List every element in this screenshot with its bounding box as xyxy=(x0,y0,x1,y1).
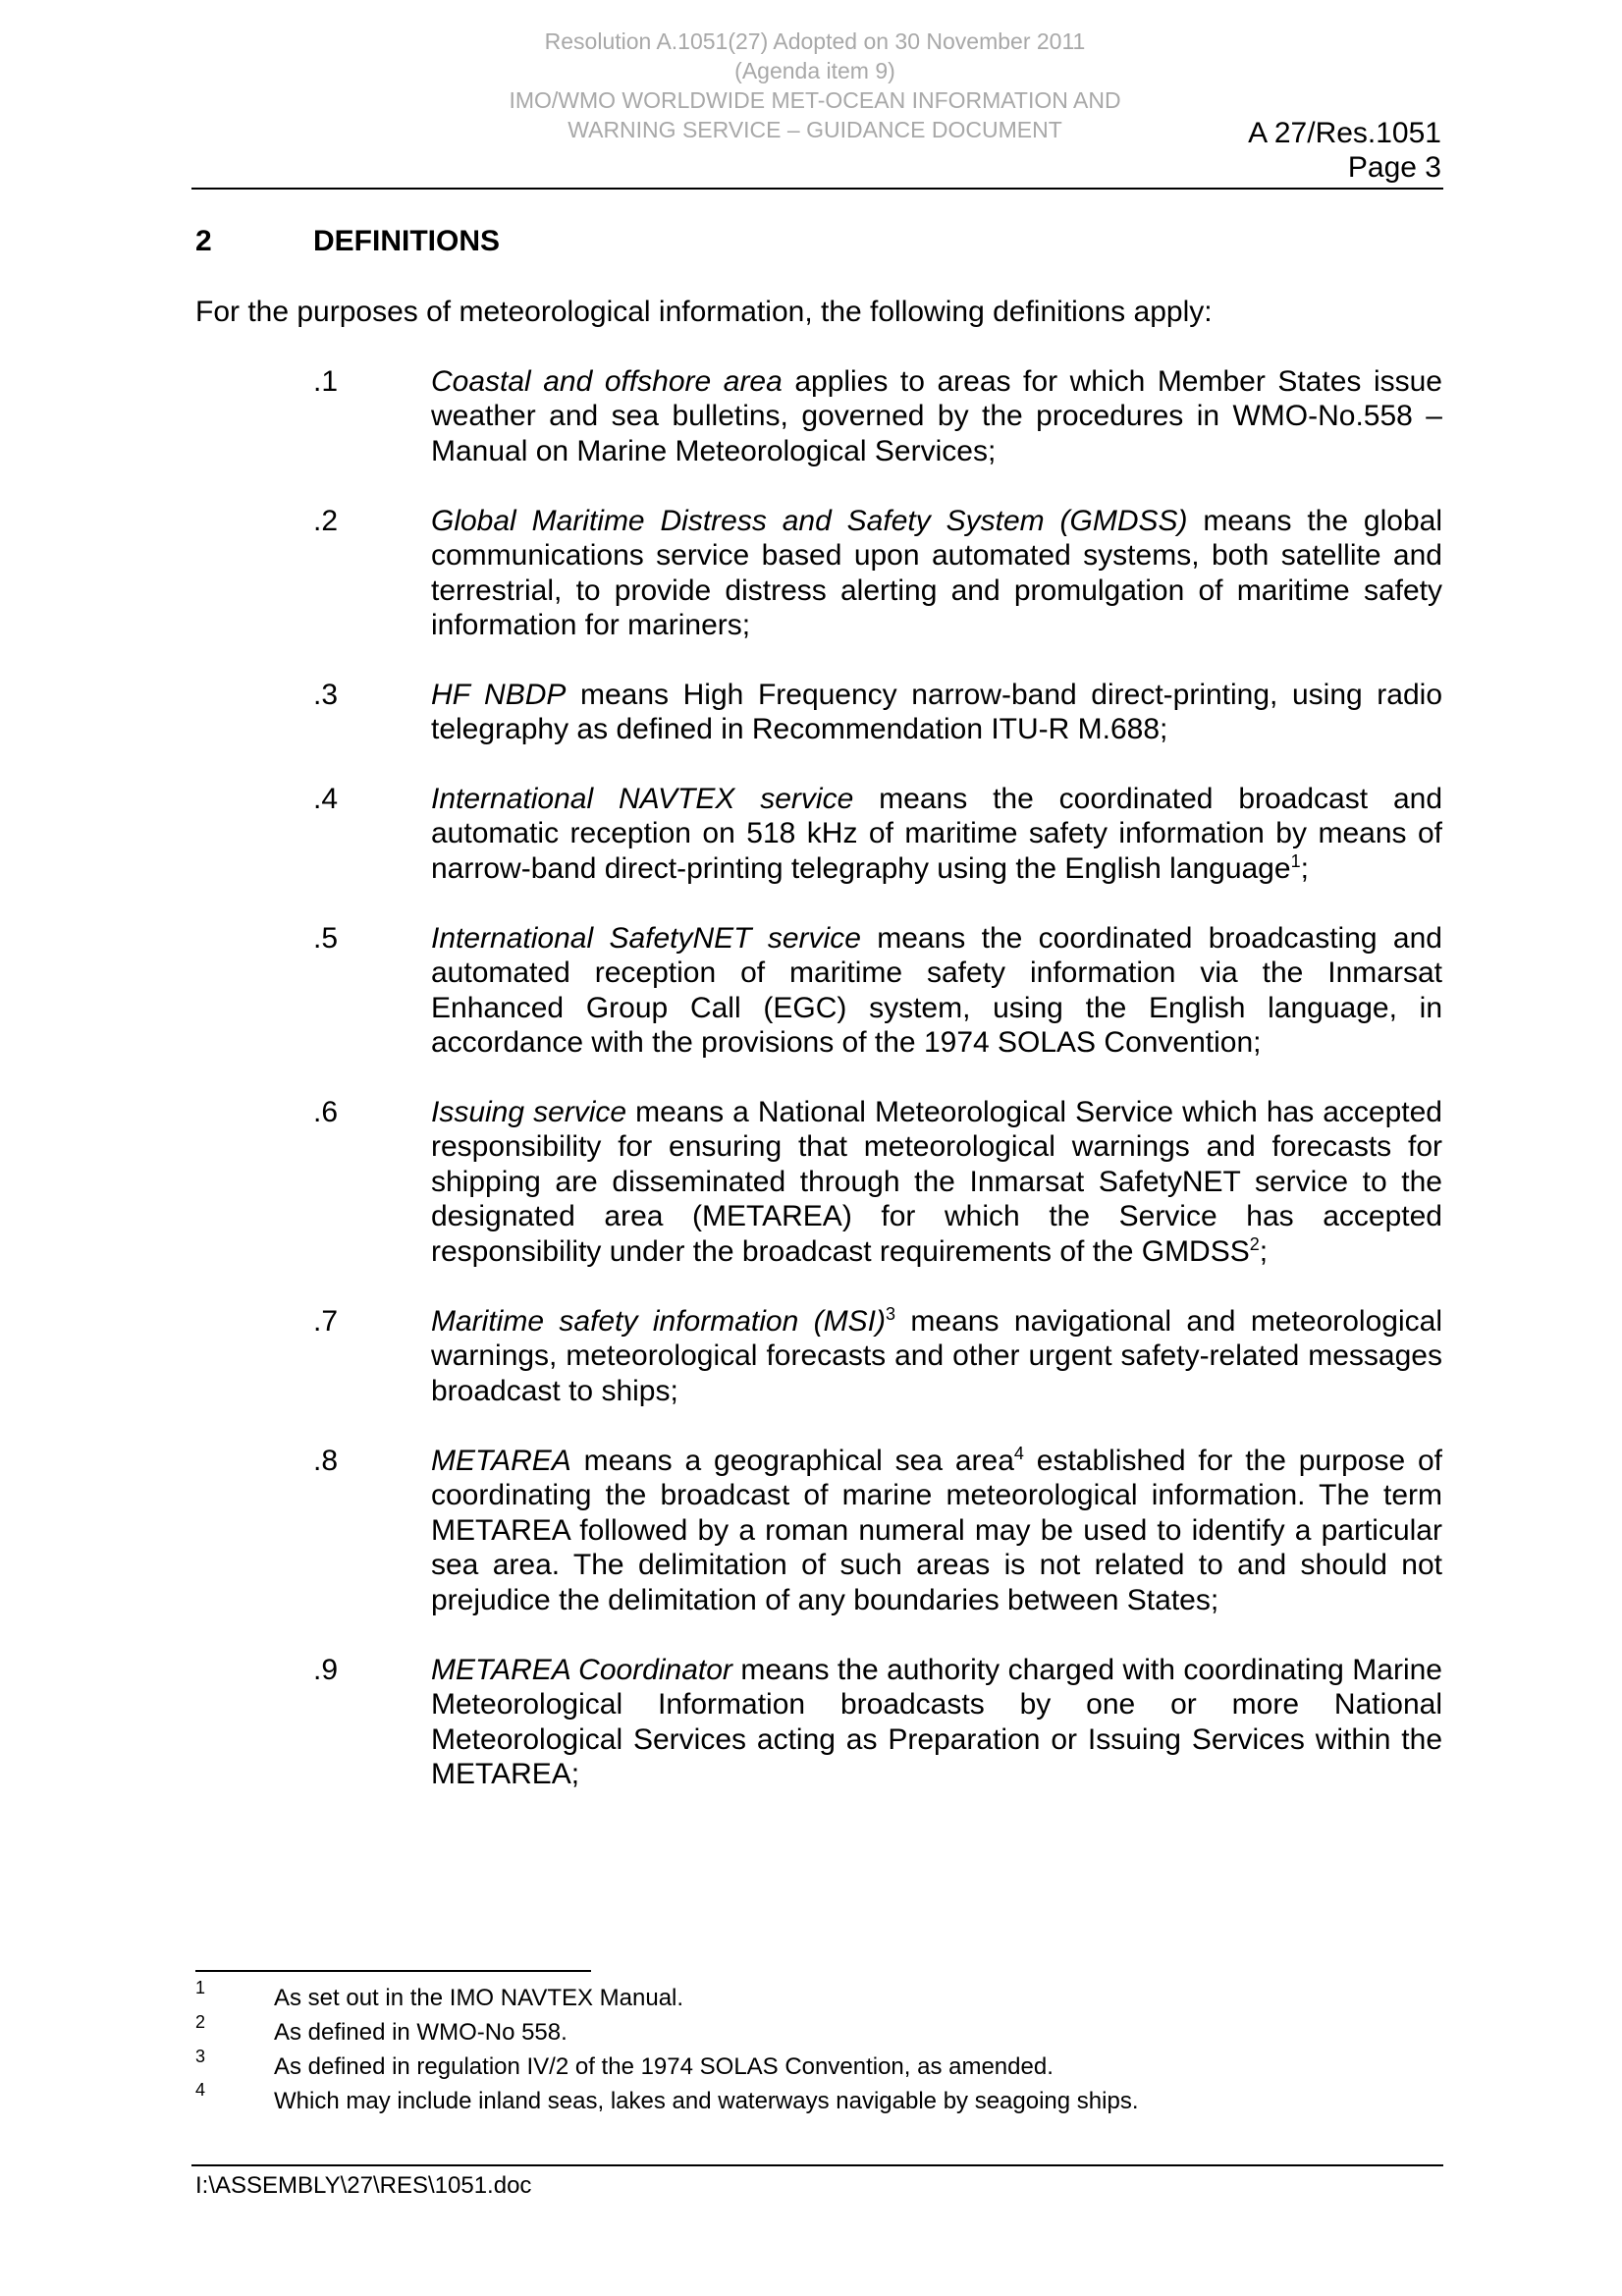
definition-tail: ; xyxy=(1259,1234,1269,1268)
definition-number: .9 xyxy=(313,1654,339,1686)
intro-paragraph: For the purposes of meteorological information, the following definitions apply: xyxy=(195,296,1213,328)
definition-term: Global Maritime Distress and Safety System (GMDSS) xyxy=(431,505,1188,537)
definition-item xyxy=(431,921,1442,1061)
footnote-ref: 4 xyxy=(1013,1444,1024,1463)
footnote-number: 1 xyxy=(195,1978,206,1997)
definition-number: .2 xyxy=(313,505,339,537)
footer-file-path: I:\ASSEMBLY\27\RES\1051.doc xyxy=(195,2172,532,2199)
definition-number: .1 xyxy=(313,365,339,398)
footnote-ref: 1 xyxy=(1290,850,1301,871)
header-doc-ref: A 27/Res.1051 xyxy=(1248,117,1441,149)
footnote-text: Which may include inland seas, lakes and waterways navigable by seagoing ships. xyxy=(274,2088,1139,2114)
footnote-number: 4 xyxy=(195,2080,206,2100)
definition-text: means the authority charged with coordinating Marine Meteorological Information broadcasts by one or more National Meteorological Services acting as Preparation or Issuing Services within the METAREA; xyxy=(431,1654,1442,1791)
definition-number: .3 xyxy=(313,679,339,711)
footnote-ref: 3 xyxy=(886,1304,896,1324)
definition-term: Maritime safety information (MSI) xyxy=(431,1305,886,1338)
definition-item xyxy=(431,1444,1442,1617)
footnote-text: As set out in the IMO NAVTEX Manual. xyxy=(274,1985,684,2011)
definition-text: means a National Meteorological Service which has accepted responsibility for ensuring that meteorological warnings and forecasts for shipping are disseminated through the Inmarsat SafetyNET service to the designated area (METAREA) for which the Service has accepted responsibility under the broadcast requirements of the GMDSS xyxy=(431,1096,1442,1268)
definition-term: International NAVTEX service xyxy=(431,783,854,815)
definition-number: .6 xyxy=(313,1096,339,1128)
definition-tail: ; xyxy=(1300,851,1309,885)
definition-text: means High Frequency narrow-band direct-printing, using radio telegraphy as defined in Recommendation ITU-R M.688; xyxy=(431,679,1442,746)
definition-number: .7 xyxy=(313,1305,339,1338)
definition-item xyxy=(431,782,1442,886)
definition-item xyxy=(431,1304,1442,1408)
definition-number: .8 xyxy=(313,1445,339,1477)
footnote-number: 2 xyxy=(195,2012,206,2032)
definition-number: .5 xyxy=(313,922,339,955)
definition-text: means the coordinated broadcasting and automated reception of maritime safety information via the Inmarsat Enhanced Group Call (EGC) system, using the English language, in accordance with the provisions of the 1974 SOLAS Convention; xyxy=(431,922,1442,1060)
footnote-text: As defined in regulation IV/2 of the 1974 SOLAS Convention, as amended. xyxy=(274,2053,1054,2080)
definition-text: applies to areas for which Member States issue weather and sea bulletins, governed by the procedures in WMO-No.558 – Manual on Marine Meteorological Services; xyxy=(431,365,1442,467)
section-number: 2 xyxy=(195,225,212,257)
definition-term: METAREA xyxy=(431,1445,571,1477)
definition-term: Issuing service xyxy=(431,1096,627,1128)
header-rule xyxy=(191,188,1443,190)
section-title: DEFINITIONS xyxy=(313,225,501,257)
definition-term: HF NBDP xyxy=(431,679,567,711)
footnote-number: 3 xyxy=(195,2047,206,2066)
definition-term: Coastal and offshore area xyxy=(431,365,783,398)
definition-item xyxy=(431,1653,1442,1792)
header-title-line-1: IMO/WMO WORLDWIDE MET-OCEAN INFORMATION AND xyxy=(509,87,1121,113)
definition-text: means the global communications service based upon automated systems, both satellite and terrestrial, to provide distress alerting and promulgation of maritime safety information for mariners; xyxy=(431,505,1442,642)
footer-rule xyxy=(191,2164,1443,2166)
definition-number: .4 xyxy=(313,783,339,815)
definition-term: METAREA Coordinator xyxy=(431,1654,732,1686)
footnote-text: As defined in WMO-No 558. xyxy=(274,2019,568,2046)
definition-text: means the coordinated broadcast and automatic reception on 518 kHz of maritime safety information by means of narrow-band direct-printing telegraphy using the English language xyxy=(431,783,1443,885)
footnote-ref: 2 xyxy=(1249,1233,1260,1254)
definition-term: International SafetyNET service xyxy=(431,922,861,955)
header-agenda-line: (Agenda item 9) xyxy=(734,58,895,83)
header-page-number: Page 3 xyxy=(1347,151,1441,184)
definition-text: means navigational and meteorological warnings, meteorological forecasts and other urgent safety-related messages broadcast to ships; xyxy=(431,1305,1442,1407)
definition-text-cont: established for the purpose of coordinating the broadcast of marine meteorological information. The term METAREA followed by a roman numeral may be used to identify a particular sea area. The delimitation of such areas is not related to and should not prejudice the delimitation of any boundaries between States; xyxy=(431,1445,1442,1616)
definition-text: means a geographical sea area xyxy=(570,1445,1014,1477)
definition-item xyxy=(431,364,1442,468)
header-resolution-line: Resolution A.1051(27) Adopted on 30 November 2011 xyxy=(544,28,1086,54)
footnote-separator xyxy=(195,1970,591,1972)
definition-item xyxy=(431,678,1442,747)
definition-item xyxy=(431,1095,1442,1269)
header-title-line-2: WARNING SERVICE – GUIDANCE DOCUMENT xyxy=(568,117,1062,142)
definition-item xyxy=(431,504,1442,643)
